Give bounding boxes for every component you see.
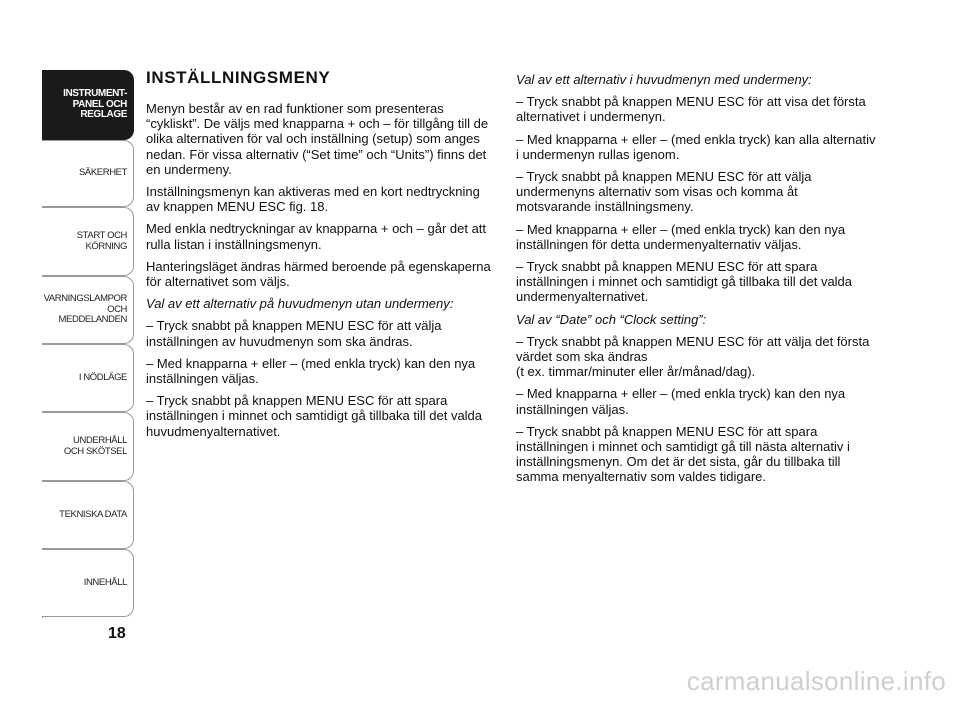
right-column	[516, 68, 876, 492]
watermark: carmanualsonline.info	[686, 666, 946, 696]
subheading-date-clock: Val av “Date” och “Clock setting”:	[516, 311, 707, 327]
step-paragraph: – Med knapparna + eller – (med enkla tryck) kan den nya inställningen väljas.	[516, 386, 846, 417]
step-paragraph: – Tryck snabbt på knappen MENU ESC för att välja det första värdet som ska ändras (t ex. timmar/minuter eller år/månad/dag).	[516, 333, 870, 380]
step-paragraph: – Med knapparna + eller – (med enkla tryck) kan alla alternativ i undermenyn rullas igenom.	[516, 131, 876, 162]
step-paragraph: – Tryck snabbt på knappen MENU ESC för att spara inställningen i minnet och samtidigt gå tillbaka till det valda huvudmenyalternativet.	[146, 393, 483, 439]
step-paragraph: – Tryck snabbt på knappen MENU ESC för att spara inställningen i minnet och samtidigt gå till nästa alternativ i inställningsmenyn. Om det är det sista, går du tillbaka till samma menyalternativ som valdes tidigare.	[516, 423, 850, 485]
mode-paragraph: Hanteringsläget ändras härmed beroende på egenskaperna för alternativet som väljs.	[146, 258, 491, 290]
subheading-no-submenu: Val av ett alternativ på huvudmenyn utan undermeny:	[146, 296, 454, 312]
page-number: 18	[108, 625, 126, 642]
activation-paragraph: Inställningsmenyn kan aktiveras med en kort nedtryckning av knappen MENU ESC fig. 18.	[146, 184, 480, 215]
scroll-paragraph: Med enkla nedtryckningar av knapparna + och – går det att rulla listan i inställningsmenyn.	[146, 221, 487, 252]
step-paragraph: – Med knapparna + eller – (med enkla tryck) kan den nya inställningen för detta undermenyalternativ väljas.	[516, 221, 846, 252]
tab-i-nodlage[interactable]: I NÖDLÄGE	[42, 344, 134, 412]
tab-innehall[interactable]: INNEHÅLL	[42, 549, 134, 617]
step-paragraph: – Tryck snabbt på knappen MENU ESC för att visa det första alternativet i undermenyn.	[516, 94, 866, 125]
tab-varningslampor-och-meddelanden[interactable]: VARNINGSLAMPOR OCH MEDDELANDEN	[42, 276, 134, 344]
step-paragraph: – Tryck snabbt på knappen MENU ESC för att spara inställningen i minnet och samtidigt gå tillbaka till det valda undermenyalternativet.	[516, 259, 853, 305]
tab-underhall-och-skotsel[interactable]: UNDERHÅLL OCH SKÖTSEL	[42, 412, 134, 481]
intro-paragraph: Menyn består av en rad funktioner som presenteras “cykliskt”. De väljs med knapparna + och – för tillgång till de olika alternativen för val och inställning (setup) som anges nedan. För vissa alternativ (“Set time” och “Units”) finns det en undermeny.	[146, 101, 489, 177]
step-paragraph: – Tryck snabbt på knappen MENU ESC för att välja undermenyns alternativ som visas och komma åt motsvarande inställningsmeny.	[516, 169, 812, 215]
tab-sakerhet[interactable]: SÄKERHET	[42, 140, 134, 207]
tab-tekniska-data[interactable]: TEKNISKA DATA	[42, 481, 134, 549]
left-column	[146, 68, 496, 446]
step-paragraph: – Tryck snabbt på knappen MENU ESC för att välja inställningen av huvudmenyn som ska ändras.	[146, 318, 442, 349]
step-paragraph: – Med knapparna + eller – (med enkla tryck) kan den nya inställningen väljas.	[146, 355, 476, 387]
tab-start-och-korning[interactable]: START OCH KÖRNING	[42, 207, 134, 276]
subheading-with-submenu: Val av ett alternativ i huvudmenyn med undermeny:	[516, 72, 812, 87]
tab-instrumentpanel-och-reglage[interactable]: INSTRUMENT- PANEL OCH REGLAGE	[42, 70, 134, 140]
section-title: INSTÄLLNINGSMENY	[146, 68, 331, 87]
